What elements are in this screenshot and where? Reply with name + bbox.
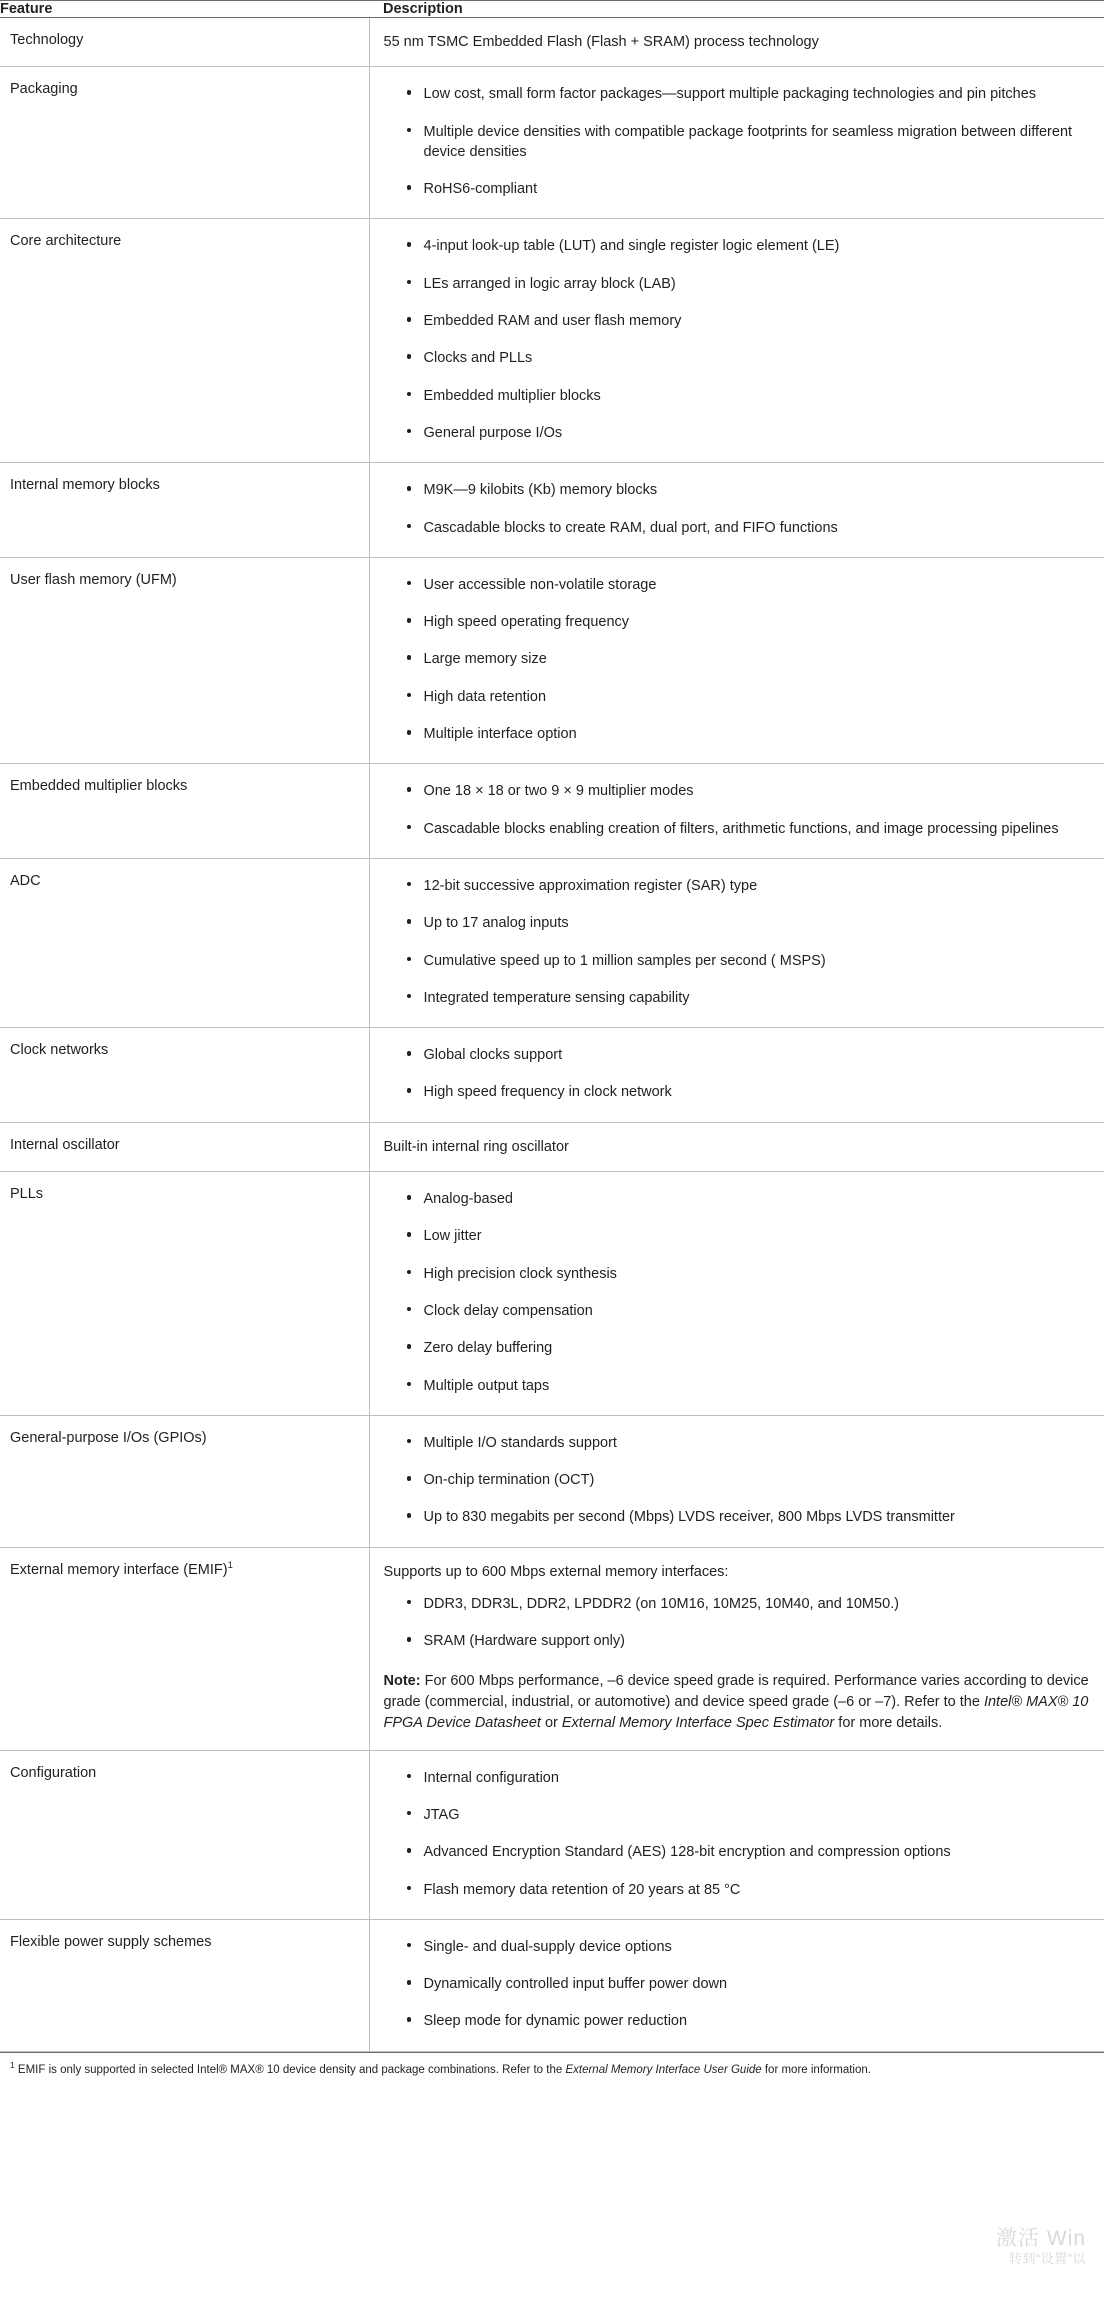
description-list <box>384 773 1095 848</box>
table-row <box>0 557 1104 763</box>
list-item: Internal configuration <box>404 1760 1095 1797</box>
row-description <box>369 1750 1104 1919</box>
note-label: Note: <box>383 1672 421 1689</box>
list-item: Single- and dual-supply device options <box>404 1929 1095 1966</box>
list-item: Multiple device densities with compatible package footprints for seamless migration between different device densities <box>404 114 1095 172</box>
description-list <box>384 1929 1095 2041</box>
table-row <box>0 858 1104 1027</box>
list-item: LEs arranged in logic array block (LAB) <box>404 266 1095 303</box>
list-item: Cascadable blocks to create RAM, dual port, and FIFO functions <box>404 510 1095 547</box>
list-item: Integrated temperature sensing capability <box>404 980 1095 1017</box>
description-text: Built-in internal ring oscillator <box>383 1138 569 1155</box>
list-item: Embedded multiplier blocks <box>404 378 1095 415</box>
footnote-text-2: for more information. <box>761 2063 871 2076</box>
row-feature-label: Internal oscillator <box>0 1122 369 1171</box>
list-item: Low jitter <box>404 1218 1095 1255</box>
list-item: 4-input look-up table (LUT) and single register logic element (LE) <box>404 228 1095 265</box>
description-list <box>384 868 1095 1017</box>
description-list <box>384 472 1095 547</box>
list-item: Up to 830 megabits per second (Mbps) LVDS receiver, 800 Mbps LVDS transmitter <box>404 1499 1095 1536</box>
list-item: Up to 17 analog inputs <box>404 905 1095 942</box>
list-item: Advanced Encryption Standard (AES) 128-bit encryption and compression options <box>404 1834 1095 1871</box>
footnote-marker: 1 <box>10 2059 15 2070</box>
row-feature-label: Configuration <box>0 1750 369 1919</box>
row-description <box>369 1415 1104 1547</box>
description-list <box>384 76 1095 208</box>
list-item: DDR3, DDR3L, DDR2, LPDDR2 (on 10M16, 10M25, 10M40, and 10M50.) <box>404 1586 1095 1623</box>
emif-note <box>384 1671 1095 1734</box>
row-feature-label: General-purpose I/Os (GPIOs) <box>0 1415 369 1547</box>
list-item: Cumulative speed up to 1 million samples per second ( MSPS) <box>404 943 1095 980</box>
row-feature-label: User flash memory (UFM) <box>0 557 369 763</box>
list-item: High speed operating frequency <box>404 604 1095 641</box>
list-item: User accessible non-volatile storage <box>404 567 1095 604</box>
activate-windows-watermark <box>996 2227 1086 2268</box>
list-item: Multiple output taps <box>404 1368 1095 1405</box>
table-row <box>0 764 1104 859</box>
table-row <box>0 1415 1104 1547</box>
list-item: Zero delay buffering <box>404 1330 1095 1367</box>
table-row <box>0 1122 1104 1171</box>
description-list <box>384 1181 1095 1405</box>
table-header-row <box>0 1 1104 18</box>
row-description <box>369 18 1104 67</box>
list-item: Flash memory data retention of 20 years at 85 °C <box>404 1872 1095 1909</box>
list-item: Global clocks support <box>404 1037 1095 1074</box>
note-text-2: or <box>540 1714 562 1731</box>
list-item: 12-bit successive approximation register (SAR) type <box>404 868 1095 905</box>
description-list <box>384 1425 1095 1537</box>
list-item: Clocks and PLLs <box>404 340 1095 377</box>
table-row <box>0 1172 1104 1416</box>
description-list <box>384 567 1095 753</box>
description-list <box>384 1037 1095 1112</box>
list-item: General purpose I/Os <box>404 415 1095 452</box>
watermark-line-1: 激活 Win <box>996 2226 1086 2250</box>
table-row <box>0 18 1104 67</box>
footnote-text-1: EMIF is only supported in selected Intel® MAX® 10 device density and package combinations. Refer to the <box>14 2063 566 2076</box>
table-row <box>0 67 1104 219</box>
list-item: One 18 × 18 or two 9 × 9 multiplier modes <box>404 773 1095 810</box>
row-description <box>369 858 1104 1027</box>
list-item: JTAG <box>404 1797 1095 1834</box>
note-text-3: for more details. <box>834 1714 943 1731</box>
row-description <box>369 1122 1104 1171</box>
row-description <box>369 1919 1104 2051</box>
row-description <box>369 764 1104 859</box>
footnote-italic: External Memory Interface User Guide <box>565 2063 762 2076</box>
list-item: Cascadable blocks enabling creation of filters, arithmetic functions, and image processing pipelines <box>404 811 1095 848</box>
list-item: Large memory size <box>404 641 1095 678</box>
list-item: Multiple I/O standards support <box>404 1425 1095 1462</box>
row-description <box>369 1172 1104 1416</box>
list-item: Sleep mode for dynamic power reduction <box>404 2003 1095 2040</box>
description-list <box>384 1760 1095 1909</box>
table-row <box>0 1028 1104 1123</box>
list-item: Low cost, small form factor packages—support multiple packaging technologies and pin pitches <box>404 76 1095 113</box>
feature-text: External memory interface (EMIF) <box>10 1561 228 1578</box>
table-footnote <box>0 2052 1104 2078</box>
table-row <box>0 1750 1104 1919</box>
list-item: M9K—9 kilobits (Kb) memory blocks <box>404 472 1095 509</box>
row-description <box>369 557 1104 763</box>
list-item: Clock delay compensation <box>404 1293 1095 1330</box>
row-feature-label: Technology <box>0 18 369 67</box>
description-text: 55 nm TSMC Embedded Flash (Flash + SRAM) process technology <box>383 34 819 50</box>
row-feature-label <box>0 1547 369 1750</box>
emif-intro-text: Supports up to 600 Mbps external memory interfaces: <box>383 1563 729 1580</box>
list-item: Embedded RAM and user flash memory <box>404 303 1095 340</box>
row-feature-label: Embedded multiplier blocks <box>0 764 369 859</box>
description-list <box>384 1586 1095 1661</box>
row-feature-label: Packaging <box>0 67 369 219</box>
row-feature-label: PLLs <box>0 1172 369 1416</box>
list-item: SRAM (Hardware support only) <box>404 1623 1095 1660</box>
row-feature-label: Core architecture <box>0 219 369 463</box>
description-list <box>384 228 1095 452</box>
table-row <box>0 1919 1104 2051</box>
list-item: On-chip termination (OCT) <box>404 1462 1095 1499</box>
list-item: High speed frequency in clock network <box>404 1074 1095 1111</box>
watermark-line-2: 转到“设置”以 <box>1008 2251 1086 2267</box>
row-description <box>369 67 1104 219</box>
list-item: RoHS6-compliant <box>404 171 1095 208</box>
row-description <box>369 1028 1104 1123</box>
row-description <box>369 463 1104 558</box>
note-italic-1: Intel® MAX® 10 FPGA Device Datasheet <box>383 1693 1089 1731</box>
note-italic-2: External Memory Interface Spec Estimator <box>561 1714 835 1731</box>
table-row <box>0 1547 1104 1750</box>
row-description <box>369 219 1104 463</box>
table-row <box>0 463 1104 558</box>
list-item: Multiple interface option <box>404 716 1095 753</box>
table-row <box>0 219 1104 463</box>
column-header-feature: Feature <box>0 1 369 18</box>
row-description <box>369 1547 1104 1750</box>
column-header-description: Description <box>369 1 1104 18</box>
row-feature-label: ADC <box>0 858 369 1027</box>
row-feature-label: Internal memory blocks <box>0 463 369 558</box>
list-item: High precision clock synthesis <box>404 1256 1095 1293</box>
row-feature-label: Clock networks <box>0 1028 369 1123</box>
row-feature-label: Flexible power supply schemes <box>0 1919 369 2051</box>
note-text-1: For 600 Mbps performance, –6 device speed grade is required. Performance varies according to device grade (commercial, industrial, or automotive) and device speed grade (–6 or –7). Refer to the <box>383 1672 1089 1710</box>
list-item: Dynamically controlled input buffer power down <box>404 1966 1095 2003</box>
list-item: High data retention <box>404 679 1095 716</box>
list-item: Analog-based <box>404 1181 1095 1218</box>
footnote-marker: 1 <box>227 1559 233 1571</box>
